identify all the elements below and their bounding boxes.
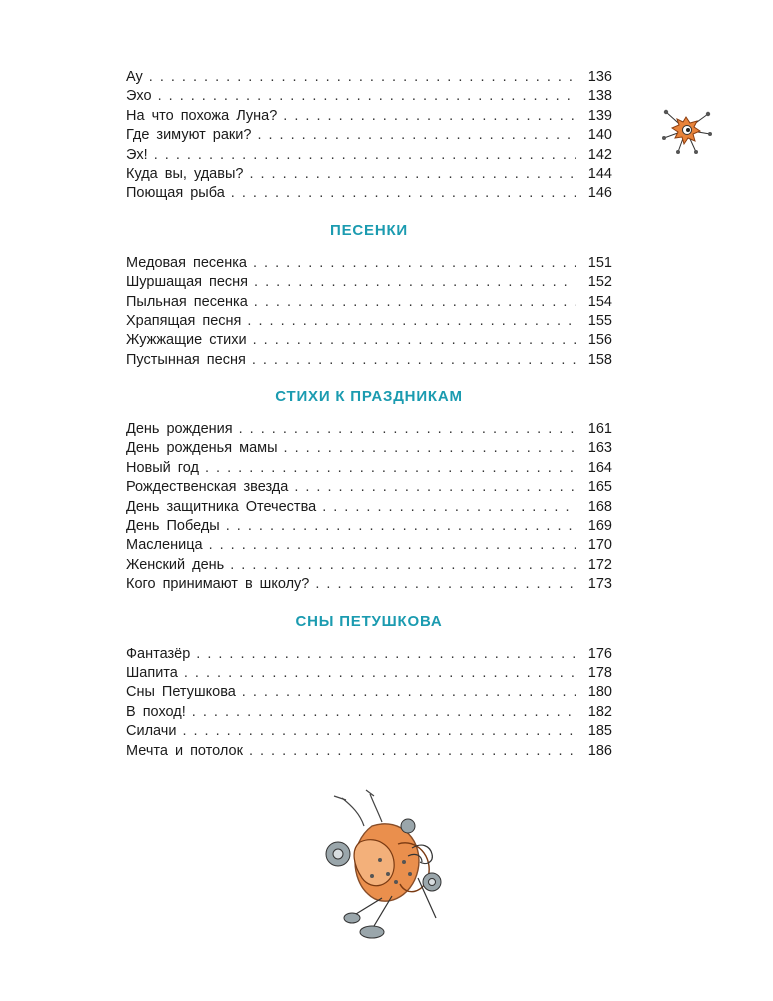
dot-leader xyxy=(315,575,576,594)
toc-entry xyxy=(126,498,612,517)
dot-leader xyxy=(284,439,576,458)
toc-entry-page-number: 154 xyxy=(587,293,612,310)
toc-entry xyxy=(126,107,612,126)
toc-entry xyxy=(126,331,612,350)
toc-entry-title: Мечта и потолок xyxy=(126,742,243,759)
toc-entry xyxy=(126,703,612,722)
toc-entry-title: Храпящая песня xyxy=(126,312,242,329)
toc-entry xyxy=(126,556,612,575)
toc-entry-title: Поющая рыба xyxy=(126,185,225,202)
toc-entry-title: День рожденья мамы xyxy=(126,440,278,457)
toc-entry xyxy=(126,146,612,165)
toc-entry-page-number: 170 xyxy=(587,537,612,554)
toc-entry xyxy=(126,575,612,594)
toc-entry-page-number: 172 xyxy=(587,556,612,573)
toc-entry-page-number: 176 xyxy=(587,645,612,662)
orange-bug-icon xyxy=(656,104,718,156)
toc-entry xyxy=(126,742,612,761)
toc-entry xyxy=(126,664,612,683)
section-entries xyxy=(126,420,612,595)
toc-entry-title: Пустынная песня xyxy=(126,351,246,368)
toc-entry-page-number: 168 xyxy=(587,498,612,515)
toc-entry xyxy=(126,184,612,203)
toc-entry-title: Рождественская звезда xyxy=(126,479,289,496)
toc-entry xyxy=(126,312,612,331)
toc-entry-page-number: 151 xyxy=(587,254,612,271)
toc-entry-title: День рождения xyxy=(126,421,233,438)
section-heading: СТИХИ К ПРАЗДНИКАМ xyxy=(275,388,463,406)
toc-entry xyxy=(126,273,612,292)
dot-leader xyxy=(253,254,576,273)
toc-entry-page-number: 146 xyxy=(587,185,612,202)
toc-entry-page-number: 173 xyxy=(587,576,612,593)
dot-leader xyxy=(182,722,576,741)
toc-entry xyxy=(126,459,612,478)
toc-section xyxy=(126,595,612,761)
dot-leader xyxy=(196,645,576,664)
dot-leader xyxy=(283,107,576,126)
toc-entry-title: Где зимуют раки? xyxy=(126,127,252,144)
toc-entry-title: Новый год xyxy=(126,459,199,476)
toc-entry-page-number: 178 xyxy=(587,664,612,681)
toc-entry-title: Жужжащие стихи xyxy=(126,332,247,349)
toc-entry xyxy=(126,126,612,145)
toc-entry-title: Кого принимают в школу? xyxy=(126,576,310,593)
toc-entry-title: Медовая песенка xyxy=(126,254,247,271)
dot-leader xyxy=(192,703,576,722)
toc-entry-title: Эхо xyxy=(126,88,152,105)
table-of-contents xyxy=(126,68,612,761)
toc-entry xyxy=(126,165,612,184)
toc-entry-title: Женский день xyxy=(126,556,225,573)
dot-leader xyxy=(209,536,576,555)
toc-entry-page-number: 186 xyxy=(587,742,612,759)
dot-leader xyxy=(158,87,576,106)
dot-leader xyxy=(253,331,576,350)
dot-leader xyxy=(154,146,576,165)
dot-leader xyxy=(322,498,576,517)
toc-entry-page-number: 180 xyxy=(587,684,612,701)
section-entries xyxy=(126,254,612,370)
dot-leader xyxy=(184,664,576,683)
toc-entry xyxy=(126,536,612,555)
toc-entry xyxy=(126,645,612,664)
toc-entry-page-number: 142 xyxy=(587,146,612,163)
dot-leader xyxy=(257,126,576,145)
toc-entry xyxy=(126,683,612,702)
toc-entry-page-number: 139 xyxy=(587,107,612,124)
dot-leader xyxy=(249,165,576,184)
toc-entry xyxy=(126,478,612,497)
toc-entry-title: Ау xyxy=(126,69,143,85)
toc-entry xyxy=(126,517,612,536)
toc-section xyxy=(126,204,612,370)
toc-entry xyxy=(126,254,612,273)
dot-leader xyxy=(230,556,576,575)
mechanical-creature-illustration xyxy=(312,786,462,946)
dot-leader xyxy=(247,312,576,331)
dot-leader xyxy=(252,351,576,370)
toc-entry-title: День защитника Отечества xyxy=(126,498,317,515)
dot-leader xyxy=(149,68,576,87)
toc-section xyxy=(126,370,612,595)
dot-leader xyxy=(242,683,576,702)
toc-entry-page-number: 161 xyxy=(587,421,612,438)
toc-entry-page-number: 182 xyxy=(587,703,612,720)
toc-entry-title: День Победы xyxy=(126,518,220,535)
toc-entry-page-number: 155 xyxy=(587,312,612,329)
toc-entry-title: В поход! xyxy=(126,703,186,720)
toc-entry-title: Куда вы, удавы? xyxy=(126,165,244,182)
dot-leader xyxy=(226,517,576,536)
toc-entry-title: Силачи xyxy=(126,723,177,740)
toc-entry-page-number: 185 xyxy=(587,723,612,740)
toc-entry xyxy=(126,351,612,370)
toc-entry-page-number: 152 xyxy=(587,274,612,291)
toc-entry-title: Фантазёр xyxy=(126,645,191,662)
toc-entry-title: Эх! xyxy=(126,146,148,163)
toc-entry xyxy=(126,68,612,87)
toc-entry-title: Сны Петушкова xyxy=(126,684,236,701)
section-entries xyxy=(126,645,612,761)
dot-leader xyxy=(205,459,576,478)
toc-entry xyxy=(126,722,612,741)
toc-entry-title: Шапита xyxy=(126,664,178,681)
toc-entry-page-number: 163 xyxy=(587,440,612,457)
toc-entry xyxy=(126,87,612,106)
toc-entry-title: На что похожа Луна? xyxy=(126,107,278,124)
toc-entry-page-number: 136 xyxy=(587,69,612,85)
toc-entry-title: Шуршащая песня xyxy=(126,274,249,291)
toc-entry xyxy=(126,420,612,439)
section-heading: ПЕСЕНКИ xyxy=(330,221,408,239)
dot-leader xyxy=(294,478,576,497)
toc-entry-page-number: 165 xyxy=(587,479,612,496)
toc-entry-page-number: 144 xyxy=(587,165,612,182)
dot-leader xyxy=(231,184,576,203)
section-heading: СНЫ ПЕТУШКОВА xyxy=(295,612,443,630)
toc-entry-page-number: 164 xyxy=(587,459,612,476)
toc-entry xyxy=(126,439,612,458)
dot-leader xyxy=(254,293,576,312)
toc-entry xyxy=(126,293,612,312)
toc-entry-page-number: 158 xyxy=(587,351,612,368)
dot-leader xyxy=(239,420,576,439)
toc-entry-title: Масленица xyxy=(126,537,203,554)
toc-entry-page-number: 169 xyxy=(587,518,612,535)
continued-entries xyxy=(126,68,612,204)
toc-entry-title: Пыльная песенка xyxy=(126,293,248,310)
toc-entry-page-number: 140 xyxy=(587,127,612,144)
dot-leader xyxy=(249,742,576,761)
dot-leader xyxy=(254,273,576,292)
toc-entry-page-number: 138 xyxy=(587,88,612,105)
toc-entry-page-number: 156 xyxy=(587,332,612,349)
